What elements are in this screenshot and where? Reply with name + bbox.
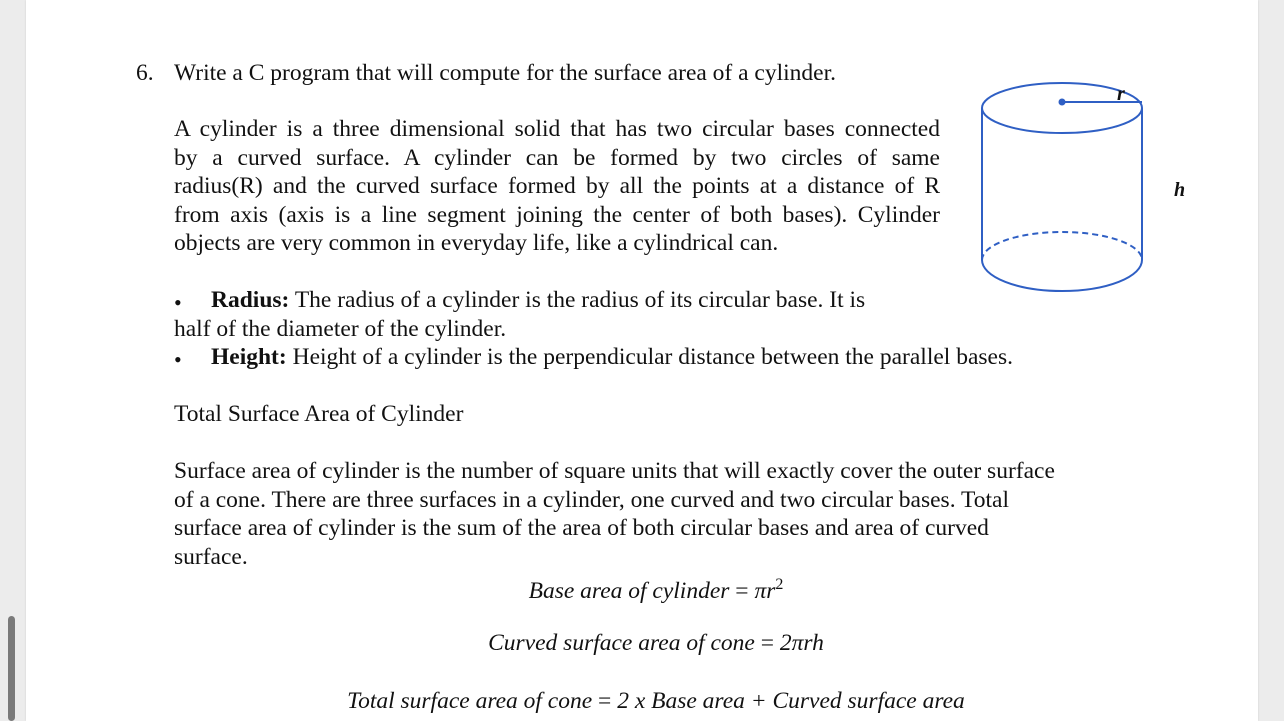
cylinder-svg bbox=[972, 74, 1172, 304]
intro-line: A cylinder is a three dimensional solid that has two circular bases connected bbox=[174, 116, 940, 142]
formula-base-area bbox=[40, 571, 1272, 605]
formula-base-exponent: 2 bbox=[775, 576, 784, 593]
formula-base-expr: πr bbox=[754, 577, 776, 604]
surface-line: of a cone. There are three surfaces in a cylinder, one curved and two circular bases. Total bbox=[174, 486, 1009, 513]
question-title: Write a C program that will compute for the surface area of a cylinder. bbox=[174, 60, 837, 86]
surface-line: Surface area of cylinder is the number of square units that will exactly cover the outer surface bbox=[174, 458, 1055, 484]
cylinder-bottom-back-arc bbox=[982, 232, 1142, 260]
cylinder-bottom-front-arc bbox=[982, 260, 1142, 291]
formula-base-label: Base area of cylinder bbox=[528, 577, 730, 604]
scrollbar-thumb[interactable] bbox=[8, 616, 15, 721]
bullet-radius-line1 bbox=[211, 286, 865, 315]
formula-curved-area bbox=[40, 629, 1272, 658]
formula-curved-expr: 2πrh bbox=[779, 630, 824, 656]
surface-paragraph bbox=[174, 457, 1055, 571]
formula-curved-label: Curved surface area of cone bbox=[488, 630, 755, 656]
formula-total-expr: 2 x Base area + Curved surface area bbox=[617, 688, 965, 714]
bullet-dot: • bbox=[174, 347, 182, 372]
bullet-radius-text: The radius of a cylinder is the radius of its circular base. It is bbox=[289, 287, 866, 313]
height-label: h bbox=[1174, 179, 1186, 201]
surface-line: surface area of cylinder is the sum of the area of both circular bases and area of curved bbox=[174, 515, 989, 541]
formula-curved-eq: = bbox=[754, 630, 780, 656]
intro-line: from axis (axis is a line segment joining the center of both bases). Cylinder bbox=[174, 201, 940, 228]
intro-line: objects are very common in everyday life, like a cylindrical can. bbox=[174, 230, 779, 256]
radius-label: r bbox=[1117, 83, 1125, 105]
bullet-radius-term: Radius: bbox=[211, 287, 290, 313]
bullet-dot: • bbox=[174, 290, 182, 315]
formula-total-eq: = bbox=[592, 688, 618, 714]
bullet-radius-line2: half of the diameter of the cylinder. bbox=[174, 316, 507, 342]
formula-total-area bbox=[40, 687, 1272, 716]
section-title: Total Surface Area of Cylinder bbox=[174, 401, 464, 427]
bullet-height-line bbox=[211, 343, 1013, 372]
bullet-height-text: Height of a cylinder is the perpendicular distance between the parallel bases. bbox=[286, 344, 1013, 370]
intro-paragraph bbox=[174, 115, 940, 258]
surface-line: surface. bbox=[174, 543, 248, 570]
formula-base-eq: = bbox=[729, 577, 755, 604]
document-page bbox=[26, 0, 1258, 721]
center-dot bbox=[1059, 99, 1066, 106]
bullet-height-term: Height: bbox=[211, 344, 287, 370]
cylinder-diagram bbox=[972, 74, 1186, 304]
intro-line: by a curved surface. A cylinder can be formed by two circles of same bbox=[174, 144, 940, 171]
question-number: 6. bbox=[136, 60, 154, 86]
formula-total-label: Total surface area of cone bbox=[347, 688, 593, 714]
intro-line: radius(R) and the curved surface formed by all the points at a distance of R bbox=[174, 173, 940, 199]
